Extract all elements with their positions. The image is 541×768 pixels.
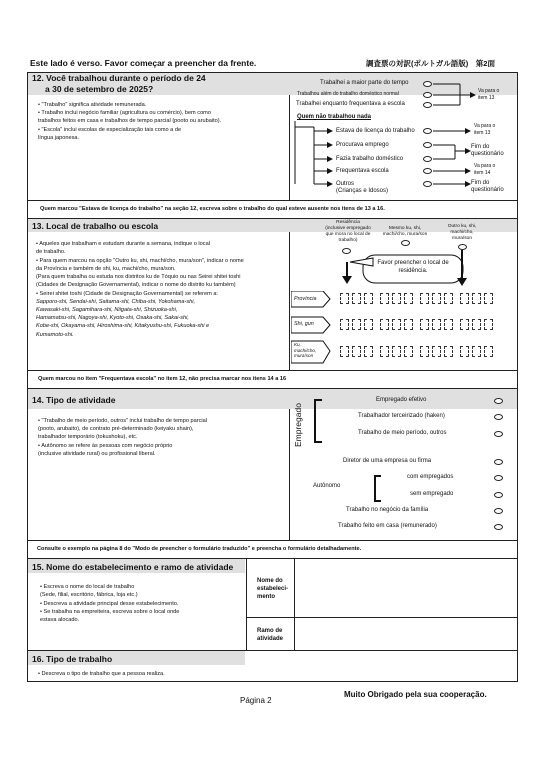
char-box[interactable] bbox=[364, 346, 373, 357]
option-worked-while-school: Trabalhei enquanto frequentava a escola bbox=[296, 101, 405, 107]
char-box[interactable] bbox=[420, 319, 429, 330]
char-box[interactable] bbox=[484, 293, 493, 304]
char-box[interactable] bbox=[460, 346, 469, 357]
s13-line: Sapporo-shi, Sendai-shi, Saitama-shi, Chiba-shi, Yokohama-shi, bbox=[36, 299, 196, 305]
char-box[interactable] bbox=[444, 346, 453, 357]
char-box[interactable] bbox=[340, 346, 349, 357]
option-part-time: Trabalho de meio período, outros bbox=[358, 430, 447, 436]
option-director-radio[interactable] bbox=[494, 459, 503, 465]
option-school: Frequentava escola bbox=[336, 168, 389, 174]
option-without-employees: sem empregado bbox=[410, 491, 454, 497]
page-number: Página 2 bbox=[240, 696, 272, 705]
char-box[interactable] bbox=[352, 346, 361, 357]
option-home-work: Trabalho feito em casa (remunerado) bbox=[338, 523, 437, 529]
divider bbox=[246, 558, 247, 650]
s12-bullet: trabalhos feitos em casa e trabalhos de tempo parcial (pooto ou arubaito). bbox=[38, 118, 222, 124]
employed-label: Empregado bbox=[293, 403, 303, 447]
s13-line: • Para quem marcou na opção "Outro ku, shi, machi/cho, mura/son", indicar o nome bbox=[36, 258, 244, 264]
establishment-name-field[interactable] bbox=[295, 559, 517, 617]
char-box[interactable] bbox=[352, 319, 361, 330]
s15-title: 15. Nome do estabelecimento e ramo de atividade bbox=[32, 562, 234, 572]
char-box[interactable] bbox=[404, 293, 413, 304]
branch-of-activity-field[interactable] bbox=[295, 618, 517, 650]
char-box[interactable] bbox=[340, 293, 349, 304]
char-box[interactable] bbox=[460, 319, 469, 330]
option-director: Diretor de uma empresa ou firma bbox=[343, 458, 432, 464]
char-box[interactable] bbox=[392, 346, 401, 357]
row-label-province: Província bbox=[294, 296, 317, 302]
option-worked-beyond-housework-radio[interactable] bbox=[423, 92, 432, 98]
char-box[interactable] bbox=[352, 293, 361, 304]
s13-line: Kobe-shi, Okayama-shi, Hiroshima-shi, Kitakyushu-shi, Fukuoka-shi e bbox=[36, 323, 210, 329]
char-box[interactable] bbox=[432, 346, 441, 357]
callout-fill-residence: Favor preencher o local de residência. bbox=[377, 260, 449, 274]
s13-line: (Cidades de Designação Governamental), indicar o nome do distrito ku também) bbox=[36, 282, 236, 288]
char-box[interactable] bbox=[444, 293, 453, 304]
option-other: Outros (Crianças e Idosos) bbox=[336, 181, 389, 194]
autonomo-bracket bbox=[372, 474, 384, 504]
s12-bullet: língua japonesa. bbox=[38, 135, 80, 141]
s13-line: • Seirei shitei toshi (Cidade de Designação Governamental) se referem a: bbox=[36, 291, 218, 297]
s14-bullet: • Autônomo se refere às pessoas com negócio próprio bbox=[38, 443, 173, 449]
same-municipality-radio[interactable] bbox=[401, 240, 410, 246]
label-establishment-name: Nome do estabeleci- mento bbox=[257, 578, 289, 600]
char-box[interactable] bbox=[420, 293, 429, 304]
char-box[interactable] bbox=[404, 319, 413, 330]
s13-title: 13. Local de trabalho ou escola bbox=[32, 221, 159, 231]
char-box[interactable] bbox=[364, 319, 373, 330]
char-box[interactable] bbox=[404, 346, 413, 357]
char-box[interactable] bbox=[340, 319, 349, 330]
s14-bullet: trabalhador temporário (tokushoku), etc. bbox=[38, 434, 138, 440]
divider bbox=[27, 200, 518, 201]
s14-bullet: (inclusive atividade rural) ou profissional liberal. bbox=[38, 451, 156, 457]
s15-bullet: • Se trabalha na empreiteira, escreva sobre o local onde bbox=[40, 609, 180, 615]
char-box[interactable] bbox=[380, 346, 389, 357]
s13-line: Hamamatsu-shi, Nagoya-shi, Kyoto-shi, Osaka-shi, Sakai-shi, bbox=[36, 315, 189, 321]
option-job-search-radio[interactable] bbox=[423, 142, 432, 148]
s14-bullet: (pooto, arubaito), de contrato pré-determinado (keiyaku shain), bbox=[38, 426, 194, 432]
option-job-search: Procurava emprego bbox=[336, 142, 389, 148]
divider bbox=[27, 540, 518, 541]
option-family-business-radio[interactable] bbox=[494, 508, 503, 514]
end-questionnaire-a: Fim do questionário bbox=[471, 144, 504, 157]
option-worked-beyond-housework: Trabalhou além do trabalho doméstico normal bbox=[297, 91, 399, 97]
autonomo-label: Autônomo bbox=[313, 483, 341, 489]
s12-title-line1: 12. Você trabalhou durante o período de 24 bbox=[32, 73, 206, 83]
goto-item13-a: Va para o item 13 bbox=[478, 88, 500, 101]
option-with-employees-radio[interactable] bbox=[494, 475, 503, 481]
char-box[interactable] bbox=[380, 319, 389, 330]
char-box[interactable] bbox=[472, 319, 481, 330]
s15-bullet: (Sede, filial, escritório, fábrica, loja etc.) bbox=[40, 592, 138, 598]
char-box[interactable] bbox=[380, 293, 389, 304]
label-branch-of-activity: Ramo de atividade bbox=[257, 628, 284, 642]
option-without-employees-radio[interactable] bbox=[494, 492, 503, 498]
goto-item14: Va para o item 14 bbox=[474, 163, 496, 176]
s13-line: Kumamoto-shi. bbox=[36, 332, 74, 338]
s15-bullet: • Descreva a atividade principal desse estabelecimento. bbox=[40, 601, 179, 607]
job-type-field[interactable] bbox=[246, 651, 517, 681]
char-box[interactable] bbox=[364, 293, 373, 304]
col-same-municipality: Mesmo ku, shi, machi/cho, mura/son bbox=[382, 226, 428, 237]
s15-bullet: estava alocado. bbox=[40, 617, 80, 623]
row-label-ku-machi: Ku, machi/cho, mura/son bbox=[294, 342, 317, 359]
row-label-shi-gun: Shi, gun bbox=[294, 321, 314, 327]
option-worked-while-school-radio[interactable] bbox=[423, 102, 432, 108]
s14-title: 14. Tipo de atividade bbox=[32, 395, 116, 405]
option-part-time-radio[interactable] bbox=[494, 431, 503, 437]
s12-bullet: • "Trabalho" significa atividade remunerada. bbox=[38, 102, 147, 108]
option-leave: Estava de licença do trabalho bbox=[336, 128, 415, 134]
char-box[interactable] bbox=[432, 319, 441, 330]
s13-line: Kawasaki-shi, Sagamihara-shi, Niigata-shi, Shizuoka-shi, bbox=[36, 307, 178, 313]
option-housework: Fazia trabalho doméstico bbox=[336, 156, 404, 162]
s12-title-line2: a 30 de setembro de 2025? bbox=[45, 84, 154, 94]
char-box[interactable] bbox=[484, 346, 493, 357]
option-dispatched-worker-radio[interactable] bbox=[494, 414, 503, 420]
option-leave-radio[interactable] bbox=[423, 128, 432, 134]
char-box[interactable] bbox=[420, 346, 429, 357]
thanks-note: Muito Obrigado pela sua cooperação. bbox=[344, 690, 487, 699]
char-box[interactable] bbox=[460, 293, 469, 304]
divider bbox=[289, 388, 290, 540]
char-box[interactable] bbox=[392, 293, 401, 304]
s13-line: (Para quem trabalha ou estuda nos distritos ku de Tóquio ou nas Seirei shitei toshi bbox=[36, 274, 241, 280]
char-box[interactable] bbox=[484, 319, 493, 330]
note-12-13: Quem marcou "Estava de licença do trabalho" na seção 12, escreva sobre o trabalho do qual esteve ausente nos itens de 13 a 16. bbox=[40, 206, 385, 212]
s16-title: 16. Tipo de trabalho bbox=[32, 654, 113, 664]
verso-note: Este lado é verso. Favor começar a preencher da frente. bbox=[30, 58, 257, 68]
s12-bullet: • Trabalho inclui negócio familiar (agricultura ou comércio), bem como bbox=[38, 110, 211, 116]
s12-bullet: • "Escola" inclui escolas de especialização tais como a de bbox=[38, 127, 182, 133]
s13-line: de trabalho. bbox=[36, 249, 66, 255]
option-permanent-employee: Empregado efetivo bbox=[376, 397, 427, 403]
option-worked-most: Trabalhei a maior parte do tempo bbox=[320, 80, 409, 86]
option-school-radio[interactable] bbox=[423, 168, 432, 174]
char-box[interactable] bbox=[472, 293, 481, 304]
option-worked-most-radio[interactable] bbox=[423, 81, 432, 87]
employed-bracket bbox=[312, 398, 326, 446]
option-housework-radio[interactable] bbox=[423, 156, 432, 162]
goto-item13-b: Va para o item 13 bbox=[474, 123, 496, 136]
s13-line: da Província e também de shi, ku, machi/cho, mura/son. bbox=[36, 266, 176, 272]
s15-bullet: • Escreva o nome do local de trabalho bbox=[40, 584, 135, 590]
note-13-14: Quem marcou no item "Frequentava escola" no item 12, não precisa marcar nos itens 14 a 16 bbox=[38, 376, 287, 382]
option-dispatched-worker: Trabalhador terceirizado (haken) bbox=[358, 413, 445, 419]
s14-bullet: • "Trabalho de meio período, outros" inclui trabalho de tempo parcial bbox=[38, 418, 207, 424]
option-family-business: Trabalho no negócio da família bbox=[346, 507, 429, 513]
char-box[interactable] bbox=[432, 293, 441, 304]
char-box[interactable] bbox=[392, 319, 401, 330]
note-14-15: Consulte o exemplo na página 8 do "Modo de preencher o formulário traduzido" e preencha o formulário detalhadamente. bbox=[37, 546, 362, 552]
char-box[interactable] bbox=[444, 319, 453, 330]
divider bbox=[27, 370, 518, 371]
s13-line: • Aqueles que trabalham e estudam durante a semana, indique o local bbox=[36, 241, 210, 247]
option-with-employees: com empregados bbox=[407, 474, 454, 480]
s16-bullet: • Descreva o tipo de trabalho que a pessoa realiza. bbox=[38, 671, 165, 677]
option-permanent-employee-radio[interactable] bbox=[494, 398, 503, 404]
japanese-form-title: 調査票の対訳(ポルトガル語版) 第2面 bbox=[366, 59, 495, 68]
char-box[interactable] bbox=[472, 346, 481, 357]
col-residence: Residência (inclusive empregado que mora no local de trabalho) bbox=[325, 220, 371, 243]
col-other-municipality: Outro ku, shi, machi/cho, mura/son bbox=[447, 224, 477, 241]
end-questionnaire-b: Fim do questionário bbox=[471, 180, 504, 193]
option-other-radio[interactable] bbox=[423, 181, 432, 187]
option-home-work-radio[interactable] bbox=[494, 524, 503, 530]
not-worked-heading: Quem não trabalhou nada bbox=[297, 114, 372, 120]
